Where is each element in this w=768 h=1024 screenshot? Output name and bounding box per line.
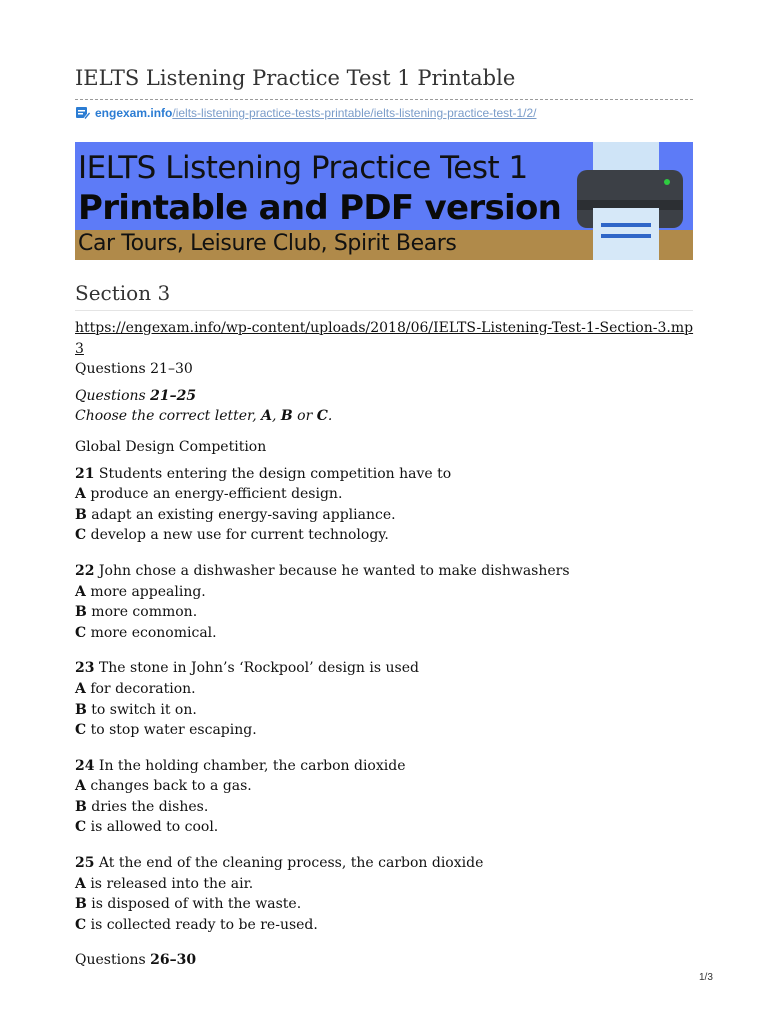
printer-icon: [559, 142, 693, 260]
option-b: B adapt an existing energy-saving appliance.: [75, 506, 396, 523]
option-c: C develop a new use for current technology.: [75, 527, 389, 544]
question-24: [75, 756, 695, 838]
option-c: C more economical.: [75, 624, 217, 641]
source-domain[interactable]: engexam.info: [95, 106, 173, 120]
question-number: 23: [75, 660, 95, 677]
question-text: The stone in John’s ‘Rockpool’ design is used: [94, 660, 419, 677]
question-23: [75, 658, 695, 740]
option-b: B to switch it on.: [75, 701, 197, 718]
option-a: A produce an energy-efficient design.: [75, 486, 343, 503]
banner-subtitle: Printable and PDF version: [78, 188, 562, 228]
article-banner: [75, 142, 693, 260]
instructions: Choose the correct letter, A, B or C.: [75, 408, 333, 425]
option-a: A more appealing.: [75, 583, 206, 600]
questions-range: Questions 21–30: [75, 361, 193, 378]
audio-link[interactable]: https://engexam.info/wp-content/uploads/2018/06/IELTS-Listening-Test-1-Section-3.mp3: [75, 320, 694, 357]
question-group-heading: Questions 21–25: [75, 387, 197, 404]
banner-topics: Car Tours, Leisure Club, Spirit Bears: [78, 231, 457, 256]
question-22: [75, 561, 695, 643]
option-b: B more common.: [75, 604, 198, 621]
section-divider: [75, 310, 693, 311]
option-a: A for decoration.: [75, 680, 196, 697]
section-heading: Section 3: [75, 281, 171, 305]
option-c: C is allowed to cool.: [75, 819, 219, 836]
option-b: B is disposed of with the waste.: [75, 896, 302, 913]
link-icon: [75, 106, 91, 120]
question-text: At the end of the cleaning process, the carbon dioxide: [94, 855, 484, 872]
option-c: C to stop water escaping.: [75, 722, 257, 739]
banner-title: IELTS Listening Practice Test 1: [78, 150, 528, 186]
question-text: Students entering the design competition have to: [94, 465, 452, 482]
question-text: John chose a dishwasher because he wanted to make dishwashers: [94, 562, 570, 579]
option-a: A is released into the air.: [75, 875, 254, 892]
option-a: A changes back to a gas.: [75, 778, 252, 795]
document-title: IELTS Listening Practice Test 1 Printable: [75, 66, 516, 90]
section-content: [75, 318, 695, 971]
question-25: [75, 853, 695, 935]
question-number: 21: [75, 465, 95, 482]
topic-heading: Global Design Competition: [75, 438, 267, 455]
title-divider: [75, 99, 693, 100]
question-text: In the holding chamber, the carbon dioxide: [94, 757, 406, 774]
option-b: B dries the dishes.: [75, 798, 209, 815]
next-question-group: Questions 26–30: [75, 952, 197, 969]
source-link[interactable]: [75, 104, 537, 122]
option-c: C is collected ready to be re-used.: [75, 916, 318, 933]
page-number: 1/3: [699, 972, 713, 983]
question-21: [75, 464, 695, 546]
question-number: 25: [75, 855, 95, 872]
question-number: 24: [75, 757, 95, 774]
question-number: 22: [75, 562, 95, 579]
source-path[interactable]: /ielts-listening-practice-tests-printable/ielts-listening-practice-test-1/2/: [172, 106, 537, 120]
